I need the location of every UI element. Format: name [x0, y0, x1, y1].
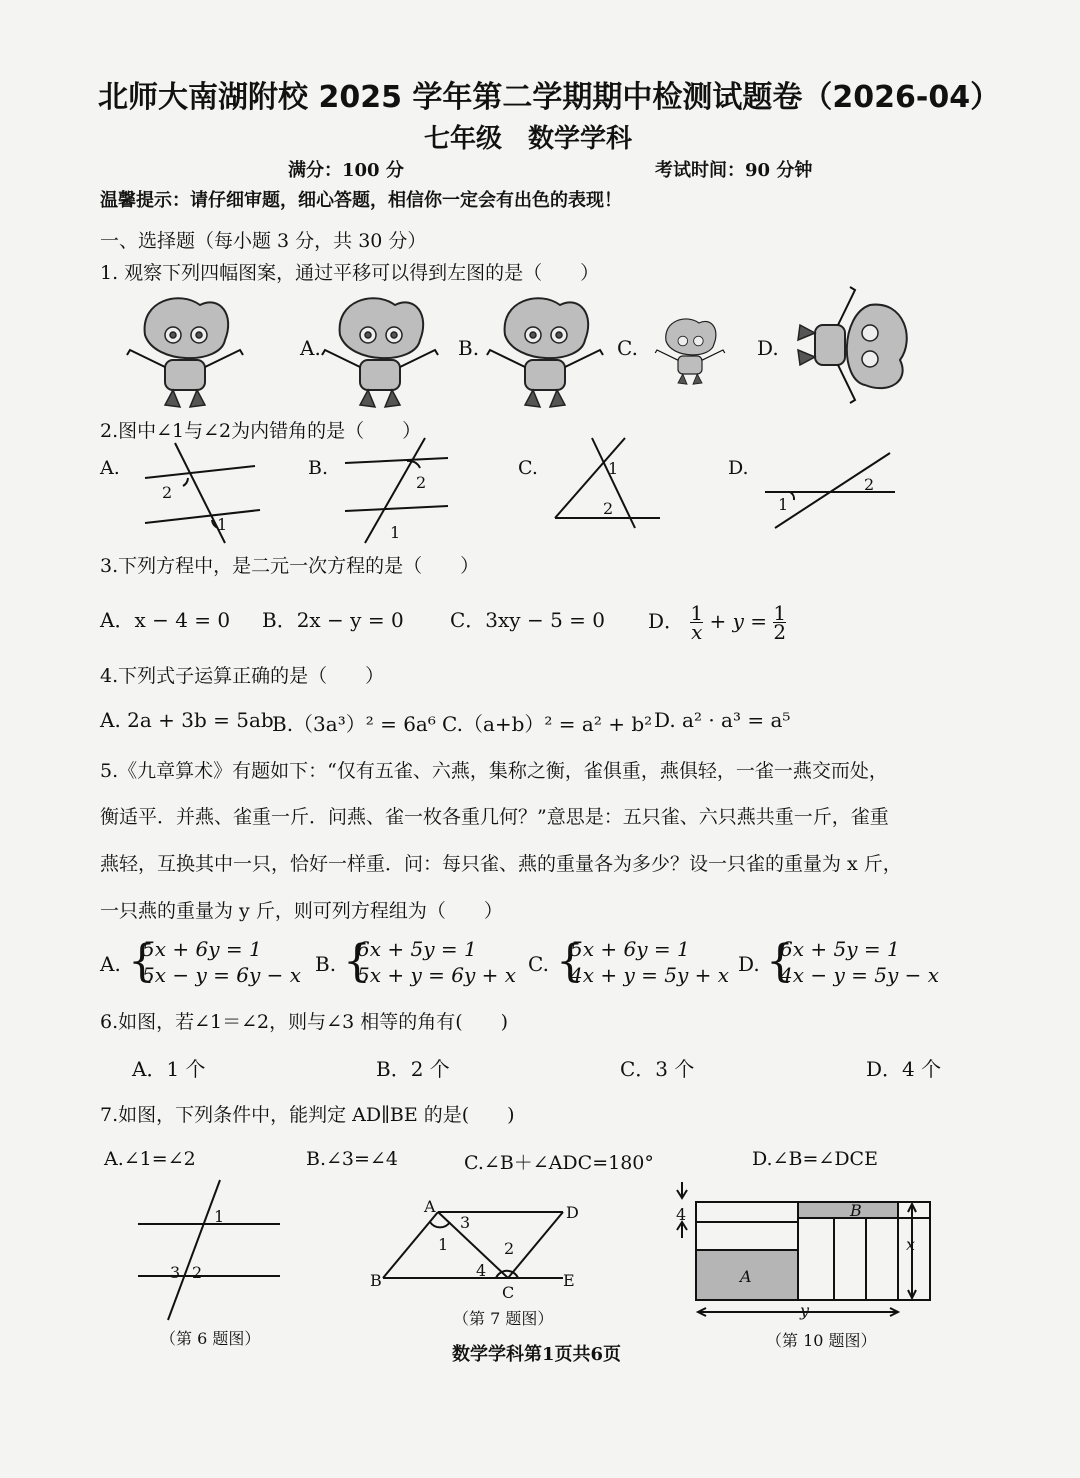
q3-option-d: D． $\frac{1}{x}$ + y = $\frac{1}{2}$: [648, 601, 787, 644]
q6-stem: 6.如图，若∠1＝∠2，则与∠3 相等的角有( ): [100, 1011, 509, 1033]
q7-stem: 7.如图，下列条件中，能判定 AD∥BE 的是( ): [100, 1104, 515, 1126]
figure-6: [130, 1180, 330, 1350]
svg-text:B: B: [850, 1201, 862, 1220]
svg-text:3: 3: [170, 1263, 181, 1282]
q5-line-1: 5.《九章算术》有题如下：“仅有五雀、六燕，集称之衡，雀俱重，燕俱轻，一雀一燕交而处，: [100, 760, 888, 782]
svg-text:C: C: [502, 1283, 515, 1302]
fig10-caption: （第 10 题图）: [766, 1331, 877, 1350]
mascot-option-a-icon: [322, 298, 438, 407]
q5-line-3: 燕轻，互换其中一只，恰好一样重．问：每只雀、燕的重量各为多少？设一只雀的重量为 x 斤，: [100, 853, 902, 875]
full-score: 满分：100 分: [288, 160, 404, 181]
mascot-option-d-icon: [798, 287, 907, 403]
svg-text:1: 1: [217, 515, 228, 534]
svg-text:2: 2: [162, 483, 173, 502]
svg-text:1: 1: [778, 495, 789, 514]
fig7-caption: （第 7 题图）: [453, 1309, 554, 1328]
q4-option-c: C.（a+b）² = a² + b²: [442, 712, 653, 736]
q7-option-a: A.∠1=∠2: [104, 1148, 196, 1170]
q3-stem: 3.下列方程中，是二元一次方程的是（ ）: [100, 555, 480, 577]
figure-7: [368, 1192, 608, 1332]
mascot-original-icon: [127, 298, 243, 407]
svg-text:2: 2: [192, 1263, 203, 1282]
q4-option-b: B.（3a³）² = 6a⁶: [272, 712, 436, 736]
svg-text:D: D: [566, 1203, 579, 1222]
q1-option-d: D.: [757, 336, 779, 360]
tip-text: 温馨提示：请仔细审题，细心答题，相信你一定会有出色的表现！: [100, 190, 622, 211]
exam-time: 考试时间：90 分钟: [655, 160, 813, 181]
q2-figures: [0, 438, 1080, 548]
svg-text:E: E: [563, 1271, 575, 1290]
q4-option-d: D. a² · a³ = a⁵: [654, 708, 791, 732]
q3-option-c: C．3xy − 5 = 0: [450, 608, 605, 632]
svg-text:A: A: [424, 1197, 436, 1216]
q6-option-c: C．3 个: [620, 1057, 695, 1081]
svg-text:x: x: [906, 1235, 916, 1254]
svg-text:1: 1: [608, 459, 619, 478]
q2-option-c: C.: [518, 457, 538, 479]
q2-option-d: D.: [728, 457, 749, 479]
q7-option-c: C.∠B＋∠ADC=180°: [464, 1152, 654, 1174]
q1-option-b: B.: [458, 336, 480, 360]
svg-text:2: 2: [416, 473, 427, 492]
q3-option-b: B．2x − y = 0: [262, 608, 404, 632]
page-footer: 数学学科第1页共6页: [452, 1344, 622, 1365]
q7-option-b: B.∠3=∠4: [306, 1148, 398, 1170]
svg-text:y: y: [800, 1301, 810, 1320]
svg-text:1: 1: [390, 523, 401, 542]
svg-text:4: 4: [676, 1205, 687, 1224]
q5-line-4: 一只燕的重量为 y 斤，则可列方程组为（ ）: [100, 900, 503, 922]
q1-stem: 1. 观察下列四幅图案，通过平移可以得到左图的是（ ）: [100, 262, 600, 284]
mascot-option-c-icon: [655, 319, 725, 384]
q6-option-b: B．2 个: [376, 1057, 450, 1081]
svg-text:B: B: [370, 1271, 382, 1290]
svg-text:2: 2: [603, 499, 614, 518]
figure-10: [668, 1178, 958, 1358]
q7-option-d: D.∠B=∠DCE: [752, 1148, 878, 1170]
q1-option-a: A.: [300, 336, 321, 360]
q5-line-2: 衡适平．并燕、雀重一斤．问燕、雀一枚各重几何？”意思是：五只雀、六只燕共重一斤，雀重: [100, 806, 889, 828]
q6-option-d: D．4 个: [866, 1057, 942, 1081]
svg-text:1: 1: [438, 1235, 449, 1254]
fig6-caption: （第 6 题图）: [160, 1329, 261, 1348]
mascot-option-b-icon: [487, 298, 603, 407]
q2-stem: 2.图中∠1与∠2为内错角的是（ ）: [100, 420, 422, 442]
svg-text:2: 2: [864, 475, 875, 494]
q3-option-a: A．x − 4 = 0: [100, 608, 231, 632]
q4-option-a: A. 2a + 3b = 5ab: [100, 708, 274, 732]
page-subtitle: 七年级 数学学科: [424, 124, 633, 154]
svg-text:2: 2: [504, 1239, 515, 1258]
page-title: 北师大南湖附校 2025 学年第二学期期中检测试题卷（2026-04）: [98, 80, 1001, 115]
section-title: 一、选择题（每小题 3 分，共 30 分）: [100, 230, 427, 252]
svg-text:A: A: [740, 1267, 752, 1286]
svg-text:4: 4: [476, 1261, 487, 1280]
q2-option-b: B.: [308, 457, 329, 479]
q1-option-c: C.: [617, 336, 638, 360]
svg-text:3: 3: [460, 1213, 471, 1232]
q1-figures: [0, 295, 1080, 405]
q2-option-a: A.: [100, 457, 120, 479]
q6-option-a: A．1 个: [132, 1057, 206, 1081]
svg-text:1: 1: [214, 1207, 225, 1226]
q4-stem: 4.下列式子运算正确的是（ ）: [100, 665, 385, 687]
